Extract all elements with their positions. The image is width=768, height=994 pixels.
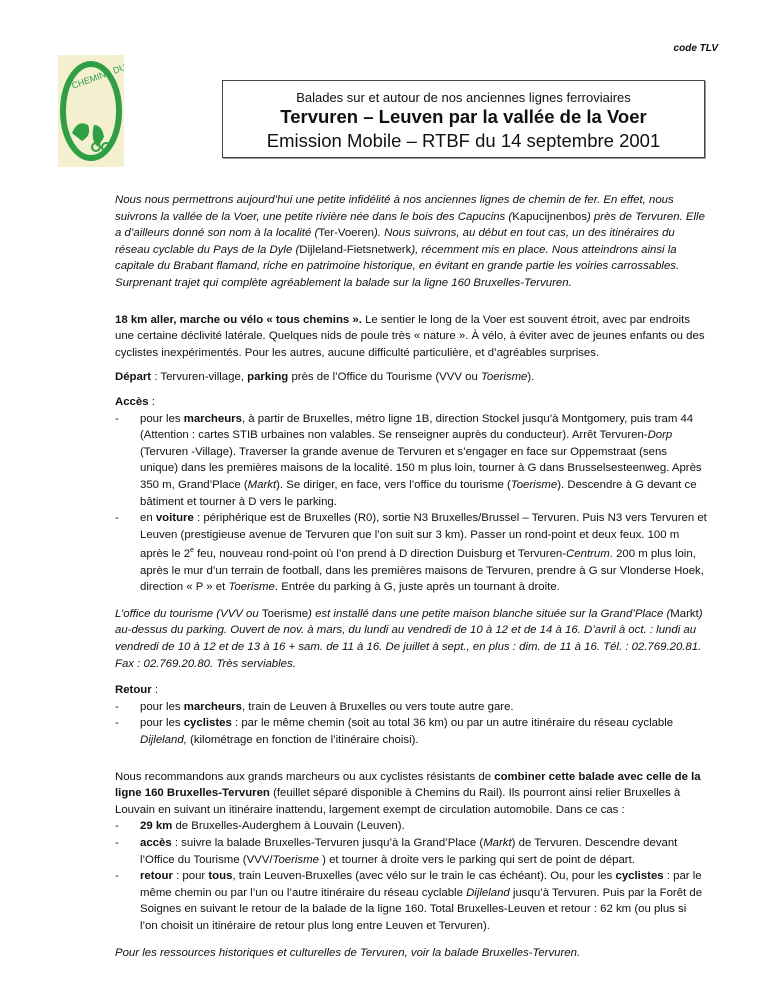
- paragraph-retour-title: [115, 682, 707, 699]
- text-segment: Nous nous permettrons aujourd’hui une petite infidélité à nos anciennes lignes de chemin de fer. En effet, nous suivrons la vallée de la Voer, une petite rivière née dans le bois des Capucins (: [115, 194, 674, 223]
- text-segment: cyclistes: [615, 870, 664, 883]
- text-segment: (feuillet séparé disponible à Chemins du Rail). Ils pourront ainsi relier Bruxelles à Louvain en suivant un itinéraire inattendu, largement exempt de circulation automobile. Dans ce cas :: [115, 787, 681, 816]
- text-segment: jusqu’à Tervuren. Puis par la Forêt de Soignes en suivant le retour de la balade de la ligne 160. Total Bruxelles-Leuven et retour : 62 km (ou plus si l’on choisit un itinéraire de retour plus long entre Leuven et Tervuren).: [140, 886, 703, 932]
- text-segment: combiner cette balade avec celle de la ligne 160 Bruxelles-Tervuren: [115, 770, 701, 800]
- text-segment: L’office du tourisme (VVV ou: [115, 607, 262, 620]
- text-segment: Markt: [483, 836, 512, 849]
- text-segment: Accès: [115, 395, 149, 408]
- text-segment: Toerisme: [272, 853, 319, 866]
- text-segment: Nous recommandons aux grands marcheurs ou aux cyclistes résistants de: [115, 770, 495, 783]
- paragraph-distance: [115, 312, 707, 362]
- text-segment: tous: [208, 870, 233, 883]
- series-subtitle: Balades sur et autour de nos anciennes lignes ferroviaires: [296, 90, 631, 105]
- bullet-list: [115, 699, 707, 749]
- svg-text:CHEMINS DU: CHEMINS DU: [70, 61, 124, 91]
- text-segment: Toerisme: [261, 607, 309, 620]
- text-segment: . 200 m plus loin, après le mur d’un terrain de football, dans les premières maisons de Tervuren, prendre à G sur Vlonderse Hoek, direction « P » et: [140, 548, 704, 594]
- paragraph-acces-title: [115, 394, 707, 411]
- text-segment: Retour: [115, 684, 152, 697]
- text-segment: Dorp: [647, 429, 673, 442]
- text-segment: Toerisme: [510, 478, 558, 491]
- text-segment: Dijleland: [466, 886, 510, 899]
- text-segment: Toerisme: [480, 371, 528, 384]
- text-segment: ). Descendre à G devant ce bâtiment et tourner à D vers le parking.: [140, 478, 697, 508]
- text-segment: ). Se diriger, en face, vers l’office du tourisme (: [276, 478, 511, 491]
- text-segment: , à partir de Bruxelles, métro ligne 1B, direction Stockel jusqu’à Montgomery, puis tram 44 (Attention : cartes STIB urbaines non valables. Se renseigner auprès du conducteur). Arrêt Tervuren-: [140, 412, 694, 442]
- text-segment: Centrum: [566, 548, 610, 561]
- text-segment: Ter-Voeren: [318, 227, 374, 240]
- text-segment: : périphérique est de Bruxelles (R0), sortie N3 Bruxelles/Brussel – Tervuren. Puis N3 vers Tervuren et Leuven (prestigieuse avenue de Tervuren que l’on suit sur 3 km). Passer un rond-point et deux feux. 100 m après le 2: [140, 512, 707, 561]
- text-segment: cyclistes: [183, 717, 232, 730]
- text-segment: ) de Tervuren. Descendre devant l’Office du Tourisme (VVV/: [140, 836, 678, 866]
- text-segment: feu, nouveau rond-point où l’on prend à D direction Duisburg et Tervuren-: [193, 548, 567, 561]
- text-segment: pour les: [140, 700, 184, 713]
- list-item-acces-car: [115, 510, 707, 596]
- text-segment: accès: [140, 836, 172, 849]
- text-segment: ), récemment mis en place. Nous atteindrons ainsi la capitale du Brabant flamand, riche en patrimoine historique, en évitant en grande partie les voiries carrossables. Surprenant trajet qui complète agréablement la balade sur la ligne 160 Bruxelles-Tervuren.: [115, 243, 680, 289]
- text-segment: Le sentier le long de la Voer est souvent étroit, avec par endroits une certaine déclivité latérale. Quelques nids de poule très « nature ». À vélo, à éviter avec de jeunes enfants ou des cyclistes inexpérimentés. Pour les autres, aucune difficulté particulière, et d’agréables surprises.: [115, 313, 705, 359]
- text-segment: marcheurs: [183, 412, 242, 425]
- paragraph-ressources: [115, 945, 707, 962]
- text-segment: : suivre la balade Bruxelles-Tervuren jusqu’à la Grand’Place (: [171, 836, 484, 849]
- text-segment: pour les: [140, 412, 184, 425]
- text-segment: :: [151, 684, 159, 697]
- text-segment: Markt: [247, 478, 277, 491]
- text-segment: Toerisme: [228, 581, 275, 594]
- title-box: [222, 80, 705, 158]
- text-segment: Pour les ressources historiques et culturelles de Tervuren, voir la balade Bruxelles-Tervuren.: [115, 946, 581, 959]
- text-segment: e: [190, 547, 194, 555]
- text-segment: . Entrée du parking à G, juste après un tournant à droite.: [274, 581, 560, 594]
- chemins-du-rail-logo: [58, 55, 124, 167]
- text-segment: Départ: [115, 371, 152, 384]
- list-item-retour-walk: [115, 699, 707, 716]
- paragraph-office: [115, 606, 707, 672]
- document-body: [115, 192, 707, 961]
- text-segment: :: [148, 395, 155, 408]
- paragraph-intro: [115, 192, 707, 292]
- bullet-list: [115, 818, 707, 934]
- text-segment: , train de Leuven à Bruxelles ou vers toute autre gare.: [241, 700, 514, 713]
- text-segment: : pour: [172, 870, 209, 883]
- text-segment: Kapucijnenbos: [512, 210, 587, 223]
- text-segment: (kilométrage en fonction de l’itinéraire choisi).: [186, 734, 419, 747]
- text-segment: marcheurs: [183, 700, 242, 713]
- text-segment: ) au-dessus du parking. Ouvert de nov. à mars, du lundi au vendredi de 10 à 12 et de 14 à 16. D’avril à oct. : lundi au vendredi de 10 à 12 et de 13 à 16 + sam. de 11 à 16. De juillet à sept., en plus : dim. de 11 à 16. Tél. : 02.769.20.81. Fax : 02.769.20.80. Très serviables.: [115, 607, 703, 670]
- text-segment: 29 km: [140, 820, 173, 833]
- text-segment: Dijleland,: [140, 734, 187, 747]
- text-segment: retour: [140, 870, 173, 883]
- page-title: Tervuren – Leuven par la vallée de la Voer: [280, 106, 647, 127]
- text-segment: ). Nous suivrons, au début en tout cas, un des itinéraires du réseau cyclable du Pays de la Dyle (: [115, 227, 675, 256]
- text-segment: : par le même chemin (soit au total 36 km) ou par un autre itinéraire du réseau cyclable: [231, 717, 674, 730]
- document-code: code TLV: [673, 43, 718, 54]
- list-item-retour-bike: [115, 715, 707, 748]
- list-item-combine-retour: [115, 868, 707, 934]
- text-segment: Markt: [670, 607, 699, 620]
- bullet-list: [115, 411, 707, 596]
- list-item-acces-walk: [115, 411, 707, 511]
- text-segment: , train Leuven-Bruxelles (avec vélo sur le train le cas échéant). Ou, pour les: [232, 870, 616, 883]
- text-segment: ) et tourner à droite vers le parking qui sert de point de départ.: [318, 853, 635, 866]
- text-segment: ) près de Tervuren. Elle a d’ailleurs donné son nom à la localité (: [115, 210, 705, 240]
- text-segment: 18 km aller, marche ou vélo « tous chemins ».: [115, 313, 362, 326]
- text-segment: ) est installé dans une petite maison blanche située sur la Grand’Place (: [308, 607, 671, 620]
- text-segment: : Tervuren-village,: [151, 371, 248, 384]
- text-segment: près de l’Office du Tourisme (VVV ou: [288, 371, 481, 384]
- text-segment: ).: [527, 371, 535, 384]
- paragraph-combine: [115, 769, 707, 819]
- list-item-combine-km: [115, 818, 707, 835]
- text-segment: pour les: [140, 717, 184, 730]
- broadcast-subtitle: Emission Mobile – RTBF du 14 septembre 2001: [266, 130, 661, 151]
- list-item-combine-acces: [115, 835, 707, 868]
- text-segment: (Tervuren -Village). Traverser la grande avenue de Tervuren et s’engager en face sur Oppemstraat (sens unique) dans les premières maisons de la localité. 150 m plus loin, tourner à G dans Brusselsesteenweg. Après 350 m, Grand’Place (: [140, 445, 702, 491]
- text-segment: de Bruxelles-Auderghem à Louvain (Leuven).: [172, 820, 405, 833]
- paragraph-depart: [115, 369, 707, 386]
- text-segment: en: [140, 512, 156, 525]
- text-segment: parking: [247, 371, 289, 384]
- text-segment: : par le même chemin ou par l’un ou l’autre itinéraire du réseau cyclable: [140, 870, 702, 899]
- text-segment: voiture: [155, 512, 194, 525]
- text-segment: Dijleland-Fietsnetwerk: [299, 243, 412, 256]
